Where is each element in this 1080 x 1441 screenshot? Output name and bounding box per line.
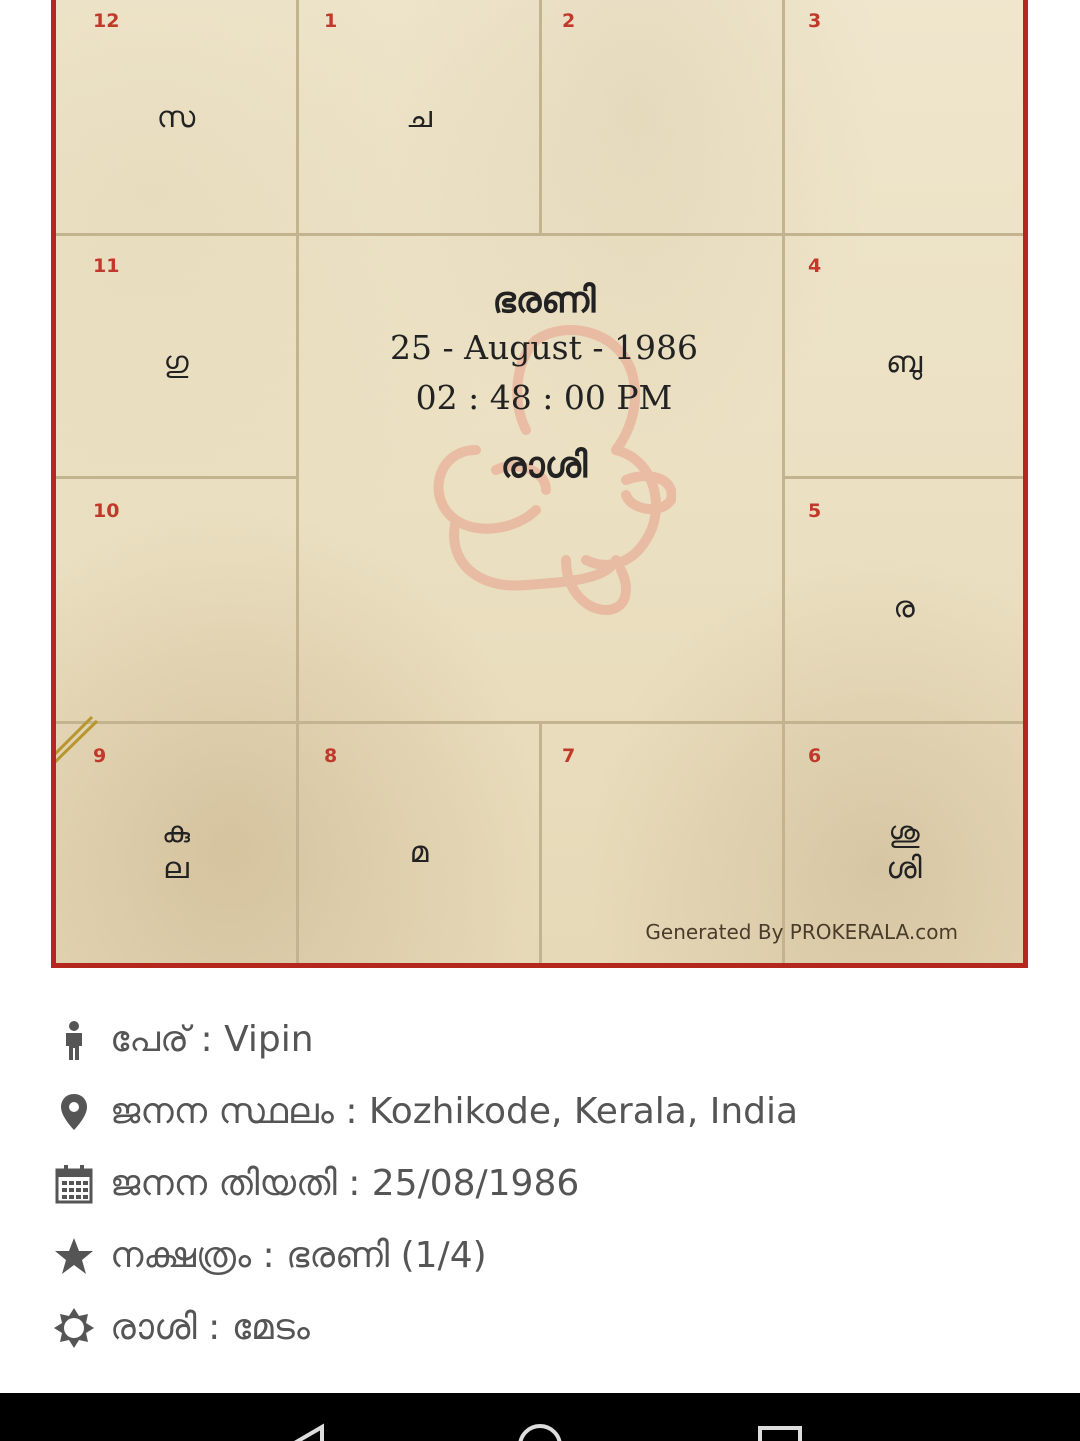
grid-line [539,0,542,235]
birth-date-line: 25 - August - 1986 [390,328,698,367]
grid-line [782,476,1023,479]
house-9-planet-2: ല [163,851,189,886]
house-6-planet-1: ശു [888,815,920,850]
nakshatra-title: ഭരണി [492,280,596,321]
house-1-planets: ച [406,100,432,135]
house-number-4: 4 [808,255,822,277]
house-6-planets [785,815,1023,887]
detail-place-text: ജനന സ്ഥലം : Kozhikode, Kerala, India [110,1091,799,1132]
grid-line [56,233,1023,236]
house-number-3: 3 [808,10,822,32]
home-icon[interactable] [515,1421,565,1441]
house-number-11: 11 [93,255,120,277]
house-5-planets: ര [893,590,915,625]
birth-time-line: 02 : 48 : 00 PM [415,378,673,417]
recents-icon[interactable] [755,1423,805,1441]
house-12-planets: സ [156,100,196,135]
rasi-title: രാശി [500,445,588,486]
house-number-6: 6 [808,745,822,767]
house-9-planets [56,815,296,887]
house-number-8: 8 [324,745,338,767]
detail-name-text: പേര് : Vipin [110,1019,314,1060]
detail-date-row [52,1159,579,1209]
person-icon [52,1018,96,1062]
house-number-10: 10 [93,500,120,522]
house-number-2: 2 [562,10,576,32]
grid-line [539,723,542,963]
back-icon[interactable] [290,1421,330,1441]
house-9-planet-1: കു [161,815,191,850]
house-number-7: 7 [562,745,576,767]
house-8-planets: മ [409,835,429,870]
star-icon [52,1234,96,1278]
house-number-12: 12 [93,10,120,32]
detail-star-text: നക്ഷത്രം : ഭരണി (1/4) [110,1235,487,1276]
calendar-icon [52,1162,96,1206]
grid-line [296,0,299,963]
detail-star-row [52,1231,487,1281]
corner-slash-icon [52,715,102,765]
detail-rasi-text: രാശി : മേടം [110,1307,310,1348]
house-number-9: 9 [93,745,107,767]
detail-rasi-row [52,1303,310,1353]
house-11-planets: ഗു [163,345,189,380]
location-pin-icon [52,1090,96,1134]
grid-line [56,476,296,479]
generated-by-footer: Generated By PROKERALA.com [645,920,958,944]
house-4-planets: ബു [885,345,923,380]
horoscope-chart [51,0,1028,968]
grid-line [56,721,1023,724]
detail-place-row [52,1087,798,1137]
sun-icon [52,1306,96,1350]
detail-date-text: ജനന തിയതി : 25/08/1986 [110,1163,580,1204]
house-number-5: 5 [808,500,822,522]
detail-name-row [52,1015,314,1065]
house-number-1: 1 [324,10,338,32]
house-6-planet-2: ശി [886,851,922,886]
system-nav-bar [0,1393,1080,1441]
